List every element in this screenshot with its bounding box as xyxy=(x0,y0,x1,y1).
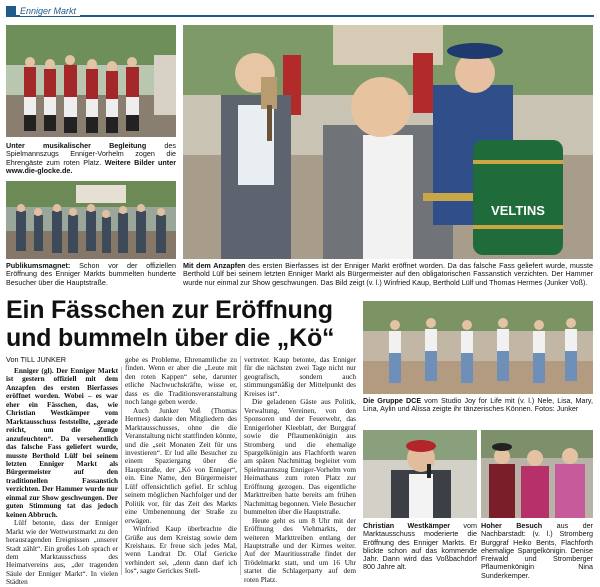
article-paragraph: Heute geht es um 8 Uhr mit der Eröffnung des Viehmarkts, der weiteren Markttreiben entlang der Hauptstraße und der Kirmes weiter. Auf der Mauritiusstraße findet der Trödelmarkt statt, und um 16 Uhr startet die Schlagerparty auf dem roten Platz. xyxy=(244,516,356,584)
article-paragraph: Winfried Kaup überbrachte die Grüße aus dem Kreistag sowie dem Kreishaus. Er freue sich jedes Mal, wenn Landrat Dr. Olaf Gericke verhindert sei, „denn dann darf ich los“, sagte Gerickes Stell- xyxy=(125,525,237,576)
dance-caption: Die Gruppe DCE vom Studio Joy for Life mit (v. l.) Nele, Lisa, Mary, Lina, Aylin und Alissa zeigte ihr tänzerisches Können. Fotos: Junker xyxy=(363,396,593,414)
article-paragraph: Die geladenen Gäste aus Politik, Verwaltung, Vereinen, von den Sponsoren und der Feuerwehr, das Ennigerloher Kleeblatt, der Burggraf sowie die Pflaumenkönigin aus Stromberg und die ehemalige Spargelkönigin aus Flachforth waren am späten Nachmittag begleitet vom Spielmannszug Enniger-Vorhelm vom Heimathaus zum roten Platz zur Eröffnung gezogen. Das eigentliche Markttreiben hatte bereits am frühen Nachmittag begonnen. Viele Besucher bummelten über die Hauptstraße. xyxy=(244,398,356,517)
section-marker xyxy=(6,6,16,16)
article-column-1 xyxy=(6,367,118,587)
crowd-photo xyxy=(6,181,176,259)
article-paragraph: Auch Junker Voß (Thomas Hermes) dankte den Mitgliedern des Marktausschusses, ohne die die Veranstaltung nicht stattfinden könnte, und die „seit Monaten Zeit für uns investieren“. Er lud alle Besucher zu einem Spaziergang über die Hauptstraße, der „Kö von Enniger“, ein. Eine Name, den Bürgermeister Lülf offensichtlich gefiel. Er schlug seinem möglichen Nachfolger und der Politik vor, für das Zeit des Markts eine Umbenennung der Straße zu erwägen. xyxy=(125,406,237,525)
section-header xyxy=(6,4,594,18)
crowd-caption: Publikumsmagnet: Schon vor der offiziellen Eröffnung des Enniger Markts bummelten hunderte Besucher über die Hauptstraße. xyxy=(6,261,176,287)
column-divider xyxy=(240,356,241,575)
presenter-caption: Christian Westkämper vom Marktausschuss moderierte die Eröffnung des Enniger Markts. Er blickte schon auf das kommende Jahr. Dann wird das Voßbachdorf 800 Jahre alt. xyxy=(363,521,477,572)
visitors-photo xyxy=(481,430,593,518)
visitors-caption: Hoher Besuch aus der Nachbarstadt: (v. l.) Stromberg Burggraf Heiko Bents, Flachforth ehemalige Spargelkönigin. Denise Freiwald und Stromberger Pflaumenkönigin Nina Sunderkemper. xyxy=(481,521,593,580)
article-headline: Ein Fässchen zur Eröffnung und bummeln über die „Kö“ xyxy=(6,296,335,352)
barrel-photo xyxy=(183,25,593,259)
article-column-3 xyxy=(244,356,356,584)
dance-photo xyxy=(363,301,593,394)
article-byline: Von TILL JUNKER xyxy=(6,355,67,364)
article-paragraph: gebe es Probleme, Ehrenamtliche zu finden. Wenn er aber die „Leute mit den roten Kappen“ sehe, darunter etliche Nachwuchskräfte, wisse er, dass es die Traditionsveranstaltung noch lange geben werde. xyxy=(125,356,237,407)
band-caption: Unter musikalischer Begleitung des Spielmannszugs Enniger-Vorhelm zogen die Ehrengäste zum roten Platz. Weitere Bilder unter www.die-glocke.de. xyxy=(6,141,176,175)
article-column-2 xyxy=(125,356,237,576)
keg-label: VELTINS xyxy=(491,203,545,218)
article-paragraph: Lülf betonte, dass der Enniger Markt wie der Wettwurstmarkt zu den herausragenden Ereignissen „unserer Stadt zählt“. Ein großes Lob sprach er dem Marktausschuss des Heimatvereins aus, „der tragenden Säule der Enniger Markt“. In vielen Städten xyxy=(6,519,118,587)
band-photo xyxy=(6,25,176,137)
barrel-caption: Mit dem Anzapfen des ersten Bierfasses ist der Enniger Markt eröffnet worden. Da das falsche Fass geliefert wurde, musste Berthold Lülf bei seinem letzten Enniger Markt als Bürgermeister auf den obligatorischen Fassanstich verzichten. Der Hammer wurde nur einmal zur Show geschwungen. Das Bild zeigt (v. l.) Winfried Kaup, Berthold Lülf und Thomas Hermes (Junker Voß). xyxy=(183,261,593,287)
section-rule xyxy=(6,15,594,17)
article-paragraph: vertreter. Kaup betonte, das Enniger für die nächsten zwei Tage nicht nur geografisch, sondern auch stimmungsmäßig der Mittelpunkt des Kreises ist“. xyxy=(244,356,356,398)
article-lead: Enniger (gl). Der Enniger Markt ist gestern offiziell mit dem Anzapfen des ersten Bierfasses eröffnet worden. Wobei – es war eher ein Fässchen, das, wie Christian Westkämper vom Marktausschuss feststellte, „gerade reicht, um die Zunge anzufeuchten“. Da versehentlich das falsche Fass geliefert wurde, musste Berthold Lülf bei seinem letzten Enniger Markt als Bürgermeister auf den traditionellen Fassanstich verzichten. Der Hammer wurde nur einmal zur Show geschwungen. Der guten Stimmung tat das jedoch keinen Abbruch. xyxy=(6,367,118,519)
photo-credit: Fotos: Junker xyxy=(534,404,579,414)
presenter-photo xyxy=(363,430,477,518)
section-title: Enniger Markt xyxy=(20,6,80,16)
column-divider xyxy=(121,367,122,575)
